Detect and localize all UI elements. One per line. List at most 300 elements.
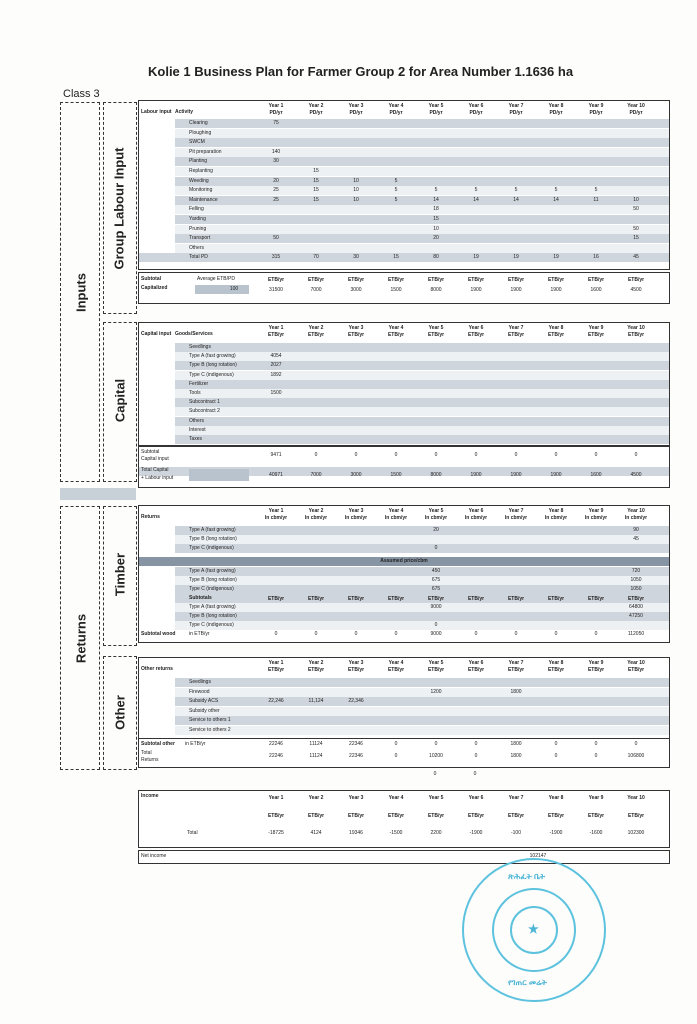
capital-subtotal-value: 0 — [634, 452, 638, 458]
other-frame — [103, 656, 137, 770]
year-header: Year 2 — [308, 325, 324, 331]
year-header: Year 5 — [428, 103, 444, 109]
timber-type-label: Type B (long rotation) — [189, 536, 237, 542]
price-value: 450 — [431, 568, 441, 574]
other-item-label: Service to others 1 — [189, 717, 231, 724]
other-item-value: 11,124 — [308, 698, 324, 705]
labour-value: 25 — [273, 187, 279, 194]
inputs-label: Inputs — [73, 273, 89, 312]
capital-item-label: Fertilizer — [189, 380, 209, 387]
capital-item-label: Subcontract 2 — [189, 408, 220, 415]
total-returns-value: 1800 — [510, 753, 522, 759]
band-row — [175, 361, 669, 370]
labour-value: 14 — [513, 196, 519, 203]
year-header: Year 10 — [627, 660, 645, 666]
labour-value: 20 — [273, 177, 279, 184]
year-header: Year 6 — [468, 660, 484, 666]
year-header: Year 9 — [588, 325, 604, 331]
capital-subtotal-value: 0 — [514, 452, 518, 458]
total-returns-value: 11124 — [309, 753, 323, 759]
income-total-label: Total — [187, 830, 198, 836]
unit-header: ETB/yr — [347, 277, 365, 283]
band-row — [175, 678, 669, 687]
capital-item-label: Type C (indigenous) — [189, 371, 234, 378]
labour-value: 10 — [353, 187, 359, 194]
year-header: Year 1 — [268, 660, 284, 666]
total-returns-value: 106800 — [627, 753, 645, 759]
column-header: Activity — [175, 109, 194, 115]
band-row — [175, 716, 669, 725]
income-total-value: -18725 — [268, 830, 284, 836]
year-header: Year 4 — [388, 660, 404, 666]
year-header: Year 3 — [348, 508, 364, 514]
income-table — [138, 790, 670, 848]
subtotal-type-label: Type B (long rotation) — [189, 613, 237, 619]
subtotal-other-value: 0 — [394, 741, 398, 747]
labour-subtotal-value: 1900 — [470, 287, 482, 293]
labour-subtotal-value: 1500 — [390, 287, 402, 293]
unit-header: In cbm/yr — [304, 515, 328, 521]
returns-label: Returns — [141, 757, 159, 763]
unit-header: In cbm/yr — [544, 515, 568, 521]
year-header: Year 6 — [468, 103, 484, 109]
band-row — [175, 726, 669, 735]
capital-label: Capital — [112, 378, 128, 423]
net-income-label: Net income — [141, 853, 167, 859]
timber-returns-table — [138, 505, 670, 643]
year-header: Year 8 — [548, 660, 564, 666]
other-item-label: Seedlings — [189, 679, 211, 685]
year-header: Year 9 — [588, 508, 604, 514]
labour-value: 15 — [393, 254, 399, 261]
extra-zero: 0 — [433, 771, 437, 777]
capital-input-table — [138, 322, 670, 446]
labour-value: 19 — [513, 254, 519, 261]
total-capital-value: 1600 — [590, 472, 602, 478]
other-item-value: 1200 — [430, 688, 442, 695]
activity-label: Replanting — [189, 168, 213, 174]
unit-header: ETB/yr — [627, 813, 645, 819]
income-total-value: 19346 — [349, 830, 363, 836]
labour-subtotal-value: 3000 — [350, 287, 362, 293]
stamp-text-bottom: የገጠር መሬት — [508, 978, 547, 987]
group-labour-frame — [103, 102, 137, 314]
other-returns-table — [138, 657, 670, 739]
unit-header: ETB/yr — [467, 332, 485, 338]
subtotal-type-value: 9000 — [430, 604, 442, 610]
unit-header: ETB/yr — [547, 667, 565, 673]
year-header: Year 2 — [308, 660, 324, 666]
band-row — [175, 535, 669, 544]
unit-header: In cbm/yr — [424, 515, 448, 521]
unit-header: ETB/yr — [467, 277, 485, 283]
unit-header: ETB/yr — [627, 332, 645, 338]
capital-item-label: Type B (long rotation) — [189, 362, 237, 369]
labour-value: 19 — [473, 254, 479, 261]
labour-value: 20 — [433, 235, 439, 242]
year-header: Year 6 — [468, 508, 484, 514]
net-income-table — [138, 850, 670, 864]
unit-header: ETB/yr — [307, 813, 325, 819]
labour-value: 5 — [594, 187, 598, 194]
unit-header: ETB/yr — [427, 596, 445, 602]
capital-subtotal-value: 0 — [314, 452, 318, 458]
total-capital-value: 4500 — [630, 472, 642, 478]
capital-item-value: 4054 — [270, 353, 282, 360]
unit-header: ETB/yr — [587, 667, 605, 673]
unit-header: ETB/yr — [427, 277, 445, 283]
timber-volume-value: 45 — [633, 536, 639, 542]
labour-value: 15 — [313, 196, 319, 203]
unit-header: ETB/yr — [587, 277, 605, 283]
labour-value: 70 — [313, 254, 319, 261]
timber-type-label: Type C (indigenous) — [189, 545, 234, 551]
total-capital-value: 1500 — [390, 472, 402, 478]
band-row — [175, 612, 669, 621]
capital-input-label: Capital input — [141, 456, 169, 462]
timber-volume-value: 20 — [433, 527, 439, 533]
subtotal-type-value: 0 — [434, 622, 438, 628]
assumed-price-header: Assumed price/cbm — [139, 557, 669, 566]
class-label: Class 3 — [63, 88, 100, 100]
subtotal-type-label: Type A (fast growing) — [189, 604, 236, 610]
total-capital-value: 1900 — [510, 472, 522, 478]
year-header: Year 4 — [388, 325, 404, 331]
labour-value: 5 — [394, 187, 398, 194]
band-row — [175, 244, 669, 253]
labour-value: 5 — [474, 187, 478, 194]
subtotal-other-value: 22246 — [269, 741, 283, 747]
band-row — [175, 343, 669, 352]
labour-value: 50 — [633, 225, 639, 232]
labour-value: 45 — [633, 254, 639, 261]
subtotal-other-value: 1800 — [510, 741, 522, 747]
unit-header: PD/yr — [349, 110, 363, 116]
year-header: Year 10 — [627, 508, 645, 514]
capital-item-label: Seedlings — [189, 344, 211, 350]
activity-label: Total PD — [189, 254, 208, 261]
capital-item-label: Type A (fast growing) — [189, 353, 236, 360]
year-header: Year 7 — [508, 508, 524, 514]
section-header: Returns — [141, 514, 160, 520]
total-capital-value: 1900 — [470, 472, 482, 478]
other-item-value: 22,246 — [268, 698, 284, 705]
capital-item-value: 1500 — [270, 390, 282, 396]
activity-label: Others — [189, 244, 205, 251]
income-total-value: -100 — [510, 830, 521, 836]
labour-value: 140 — [271, 148, 281, 155]
labour-value: 10 — [353, 196, 359, 203]
unit-header: PD/yr — [549, 110, 563, 116]
subtotal-wood-value: 112050 — [627, 631, 645, 637]
total-capital-label: Total Capital — [141, 467, 169, 473]
band-row — [175, 352, 669, 361]
year-header: Year 1 — [268, 325, 284, 331]
section-header: Labour input — [141, 109, 172, 115]
labour-value: 10 — [353, 177, 359, 184]
subtotal-wood-value: 0 — [354, 631, 358, 637]
band-row — [175, 407, 669, 416]
activity-label: Monitoring — [189, 187, 213, 194]
unit-header: PD/yr — [589, 110, 603, 116]
labour-value: 15 — [313, 177, 319, 184]
activity-label: Planting — [189, 158, 208, 165]
timber-volume-value: 90 — [633, 527, 639, 533]
band-row — [175, 398, 669, 407]
total-returns-label: Total — [141, 750, 152, 756]
price-value: 1050 — [630, 577, 642, 583]
unit-header: ETB/yr — [507, 277, 525, 283]
unit-header: ETB/yr — [267, 667, 285, 673]
returns-label: Returns — [73, 613, 89, 664]
year-header: Year 2 — [308, 103, 324, 109]
subtotal-wood-value: 0 — [474, 631, 478, 637]
labour-value: 18 — [433, 206, 439, 213]
year-header: Year 3 — [348, 103, 364, 109]
unit-header: ETB/yr — [507, 596, 525, 602]
unit-header: ETB/yr — [627, 596, 645, 602]
unit-header: ETB/yr — [627, 277, 645, 283]
unit-header: ETB/yr — [347, 667, 365, 673]
unit-header: PD/yr — [509, 110, 523, 116]
year-header: Year 10 — [627, 103, 645, 109]
timber-type-label: Type A (fast growing) — [189, 527, 236, 533]
activity-label: Yarding — [189, 216, 206, 222]
labour-subtotal-value: 8000 — [430, 287, 442, 293]
year-header: Year 7 — [508, 795, 524, 801]
labour-value: 5 — [434, 187, 438, 194]
labour-value: 80 — [433, 254, 439, 261]
labour-value: 15 — [433, 216, 439, 222]
capital-frame — [103, 322, 137, 482]
labour-subtotal-value: 4500 — [630, 287, 642, 293]
labour-input-table — [138, 100, 670, 270]
labour-value: 75 — [273, 120, 279, 126]
subtotal-other-value: 22346 — [349, 741, 363, 747]
stamp-text-top: ጽሕፈት ቤት — [508, 872, 545, 881]
timber-label: Timber — [112, 552, 128, 597]
year-header: Year 9 — [588, 795, 604, 801]
unit-header: ETB/yr — [427, 332, 445, 338]
capital-subtotal-value: 0 — [394, 452, 398, 458]
net-income-value: 102147 — [529, 853, 547, 859]
unit-header: In cbm/yr — [264, 515, 288, 521]
band-row — [175, 435, 669, 444]
labour-value: 15 — [633, 235, 639, 242]
price-value: 720 — [631, 568, 641, 574]
unit-header: PD/yr — [269, 110, 283, 116]
subtotal-other-value: 0 — [434, 741, 438, 747]
total-returns-value: 0 — [474, 753, 478, 759]
unit-header: In cbm/yr — [384, 515, 408, 521]
unit-header: ETB/yr — [467, 813, 485, 819]
avg-value: 100 — [229, 286, 239, 292]
unit-header: ETB/yr — [507, 667, 525, 673]
capital-subtotal-value: 9471 — [270, 452, 282, 458]
activity-label: Ploughing — [189, 129, 212, 136]
year-header: Year 9 — [588, 103, 604, 109]
labour-value: 14 — [553, 196, 559, 203]
extra-zero-row — [138, 770, 668, 782]
unit-header: ETB/yr — [387, 596, 405, 602]
price-value: 675 — [431, 586, 441, 592]
subtotal-other-value: 11124 — [309, 741, 323, 747]
subtotal-other-unit: in ETB/yr — [185, 741, 206, 747]
subtotal-other-value: 0 — [474, 741, 478, 747]
band-row — [175, 148, 669, 157]
capital-subtotal-value: 0 — [434, 452, 438, 458]
unit-header: ETB/yr — [387, 332, 405, 338]
labour-subtotal-value: 31500 — [269, 287, 283, 293]
labour-value: 19 — [553, 254, 559, 261]
labour-input-label: + Labour input — [141, 475, 174, 481]
unit-header: ETB/yr — [427, 667, 445, 673]
subtotal-other-value: 0 — [634, 741, 638, 747]
total-returns-value: 0 — [394, 753, 398, 759]
total-capital-value: 40971 — [269, 472, 283, 478]
income-total-value: -1900 — [549, 830, 563, 836]
section-header: Other returns — [141, 666, 173, 672]
band-row — [175, 138, 669, 147]
other-item-value: 1800 — [510, 688, 522, 695]
stamp-star-icon: ★ — [528, 922, 539, 936]
band-row — [175, 380, 669, 389]
capital-subtotal-value: 0 — [474, 452, 478, 458]
capital-item-label: Tools — [189, 390, 201, 396]
subtotal-other-value: 0 — [554, 741, 558, 747]
labour-value: 30 — [353, 254, 359, 261]
unit-header: ETB/yr — [507, 813, 525, 819]
total-returns-value: 22246 — [269, 753, 283, 759]
total-cell — [189, 469, 249, 481]
total-returns-value: 10200 — [429, 753, 443, 759]
band-row — [175, 177, 669, 186]
income-total-value: 2200 — [430, 830, 442, 836]
unit-header: PD/yr — [629, 110, 643, 116]
returns-frame — [60, 506, 100, 770]
year-header: Year 6 — [468, 325, 484, 331]
unit-header: ETB/yr — [267, 332, 285, 338]
income-total-value: -1500 — [389, 830, 403, 836]
column-header: Goods/Services — [175, 331, 213, 337]
year-header: Year 9 — [588, 660, 604, 666]
unit-header: ETB/yr — [347, 813, 365, 819]
unit-header: ETB/yr — [307, 277, 325, 283]
total-returns-value: 0 — [594, 753, 598, 759]
income-total-value: -1600 — [589, 830, 603, 836]
unit-header: ETB/yr — [547, 332, 565, 338]
unit-header: ETB/yr — [547, 277, 565, 283]
year-header: Year 8 — [548, 795, 564, 801]
other-item-value: 22,346 — [348, 698, 364, 705]
subtotals-label: Subtotals — [189, 595, 212, 601]
unit-header: In cbm/yr — [344, 515, 368, 521]
year-header: Year 1 — [268, 103, 284, 109]
labour-value: 15 — [313, 187, 319, 194]
unit-header: ETB/yr — [427, 813, 445, 819]
total-returns-value: 22346 — [349, 753, 363, 759]
capital-item-value: 1892 — [270, 371, 282, 378]
labour-value: 50 — [273, 235, 279, 242]
band-row — [175, 167, 669, 176]
price-value: 1050 — [630, 586, 642, 592]
band-row — [175, 417, 669, 426]
subtotal-type-value: 64800 — [629, 604, 643, 610]
price-type-label: Type A (fast growing) — [189, 568, 236, 574]
labour-value: 25 — [273, 196, 279, 203]
total-returns-value: 0 — [554, 753, 558, 759]
unit-header: In cbm/yr — [464, 515, 488, 521]
total-capital-value: 7000 — [310, 472, 322, 478]
unit-header: In cbm/yr — [584, 515, 608, 521]
activity-label: Weeding — [189, 177, 209, 184]
year-header: Year 6 — [468, 795, 484, 801]
subtotal-label: Subtotal — [141, 276, 161, 282]
capital-subtotal-value: 0 — [554, 452, 558, 458]
labour-value: 11 — [593, 196, 599, 203]
capital-item-label: Subcontract 1 — [189, 399, 220, 406]
subtotal-wood-value: 0 — [554, 631, 558, 637]
capital-item-label: Interest — [189, 426, 206, 433]
band-row — [175, 389, 669, 398]
price-type-label: Type B (long rotation) — [189, 577, 237, 583]
other-label: Other — [112, 695, 128, 730]
timber-frame — [103, 506, 137, 646]
band-row — [175, 371, 669, 380]
unit-header: ETB/yr — [347, 332, 365, 338]
subtotal-wood-unit: in ETB/yr — [189, 631, 210, 637]
other-subtotal-table — [138, 738, 670, 768]
subtotal-wood-value: 0 — [274, 631, 278, 637]
year-header: Year 5 — [428, 660, 444, 666]
labour-value: 10 — [633, 196, 639, 203]
income-label: Income — [141, 793, 159, 799]
unit-header: ETB/yr — [267, 277, 285, 283]
unit-header: PD/yr — [429, 110, 443, 116]
year-header: Year 5 — [428, 508, 444, 514]
year-header: Year 1 — [268, 508, 284, 514]
price-type-label: Type C (indigenous) — [189, 586, 234, 592]
capital-item-label: Taxes — [189, 436, 203, 442]
total-capital-value: 8000 — [430, 472, 442, 478]
income-total-value: 102300 — [627, 830, 645, 836]
other-item-label: Firewood — [189, 688, 210, 695]
capital-item-value: 2027 — [270, 362, 282, 369]
total-capital-value: 3000 — [350, 472, 362, 478]
year-header: Year 10 — [627, 795, 645, 801]
capital-subtotal-value: 0 — [594, 452, 598, 458]
year-header: Year 8 — [548, 508, 564, 514]
avg-label: Average ETB/PD — [197, 276, 235, 282]
unit-header: ETB/yr — [547, 813, 565, 819]
price-value: 675 — [431, 577, 441, 583]
year-header: Year 5 — [428, 325, 444, 331]
subtotal-wood-value: 0 — [394, 631, 398, 637]
labour-subtotal-value: 7000 — [310, 287, 322, 293]
year-header: Year 4 — [388, 103, 404, 109]
capital-item-label: Others — [189, 417, 205, 424]
band-row — [175, 157, 669, 166]
labour-value: 14 — [473, 196, 479, 203]
other-item-label: Subsidy ACS — [189, 698, 219, 705]
office-stamp — [462, 858, 606, 1002]
year-header: Year 3 — [348, 795, 364, 801]
year-header: Year 4 — [388, 508, 404, 514]
labour-subtotal-table — [138, 272, 670, 304]
band-row — [175, 426, 669, 435]
band-row — [175, 697, 669, 706]
unit-header: ETB/yr — [267, 596, 285, 602]
